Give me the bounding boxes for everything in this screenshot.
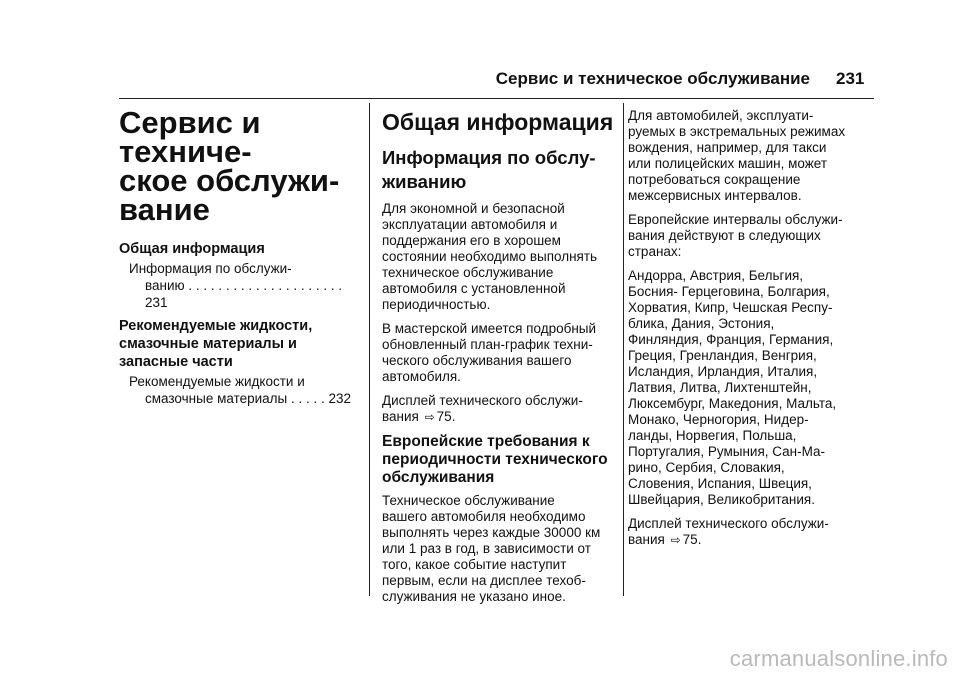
subsection-heading: Информация по обслу- живанию — [382, 147, 596, 192]
paragraph: Для автомобилей, эксплуати- руемых в экстремальных режимах вождения, например, для такси или полицейских машин, может потребоваться сокращение межсервисных интервалов. — [628, 108, 846, 203]
watermark: carmanualsonline.info — [729, 646, 948, 671]
toc-heading: Рекомендуемые жидкости, смазочные материалы и запасные части — [119, 318, 313, 370]
page-reference-link[interactable]: 75 — [436, 409, 452, 424]
toc-page-ref[interactable]: 232 — [328, 391, 352, 406]
toc-entry[interactable] — [119, 373, 359, 407]
toc-page-ref[interactable]: 231 — [145, 295, 168, 310]
paragraph: Для экономной и безопасной эксплуатации автомобиля и поддержания его в хорошем состоянии необходимо выполнять техническое обслуживание автомобиля с установленной периодичностью. — [382, 201, 598, 312]
country-list: Андорра, Австрия, Бельгия, Босния- Герцеговина, Болгария, Хорватия, Кипр, Чешская Респу- блика, Дания, Эстония, Финляндия, Франция, Германия, Греция, Гренландия, Венгрия, Исландия, Ирландия, Италия, Латвия, Литва, Лихтенштейн, Люксембург, Македония, Мальта, Монако, Черногория, Нидер- ланды, Норвегия, Польша, Португалия, Румыния, Сан-Ма- рино, Сербия, Словакия, Словения, Испания, Швеция, Швейцария, Великобритания. — [628, 268, 837, 507]
toc-heading: Общая информация — [119, 241, 265, 257]
toc-entry-text[interactable]: Информация по обслужи- ванию — [129, 261, 292, 293]
toc-leader: . . . . . — [287, 391, 329, 406]
paragraph-with-reference — [382, 393, 614, 425]
paragraph-text: Дисплей технического обслужи- вания — [628, 516, 829, 547]
toc-leader: . . . . . . . . . . . . . . . . . . . . . — [184, 278, 343, 293]
reference-arrow-icon: ⇨ — [424, 410, 435, 424]
toc-entry-text[interactable]: Рекомендуемые жидкости и смазочные материалы — [129, 374, 305, 406]
page-reference-link[interactable]: 75 — [682, 532, 698, 547]
reference-arrow-icon: ⇨ — [670, 533, 681, 547]
reference-period: . — [697, 532, 702, 547]
page-number: 231 — [836, 69, 865, 88]
chapter-title: Сервис и техниче- ское обслужи- вание — [119, 105, 340, 227]
header-rule — [119, 98, 874, 99]
toc-section-fluids — [119, 317, 359, 407]
toc-column — [119, 105, 359, 413]
paragraph: Техническое обслуживание вашего автомобиля необходимо выполнять через каждые 30000 км или 1 раз в год, в зависимости от того, какое событие наступит первым, если на дисплее техоб- служивания не указано иное. — [382, 493, 601, 604]
right-column — [628, 108, 878, 556]
column-divider-right — [623, 103, 624, 596]
toc-entry[interactable] — [119, 260, 359, 311]
header-title: Сервис и техническое обслуживание — [495, 69, 810, 88]
column-divider-left — [369, 103, 370, 596]
reference-period: . — [451, 409, 456, 424]
main-column — [382, 108, 614, 613]
subsection-heading: Европейские требования к периодичности технического обслуживания — [382, 433, 608, 486]
toc-section-general — [119, 240, 359, 311]
paragraph: В мастерской имеется подробный обновленный план-график техни- ческого обслуживания вашего автомобиля. — [382, 321, 597, 384]
paragraph: Европейские интервалы обслужи- вания действуют в следующих странах: — [628, 212, 843, 259]
section-heading: Общая информация — [382, 109, 614, 135]
paragraph-with-reference — [628, 516, 878, 548]
paragraph-text: Дисплей технического обслужи- вания — [382, 393, 583, 424]
